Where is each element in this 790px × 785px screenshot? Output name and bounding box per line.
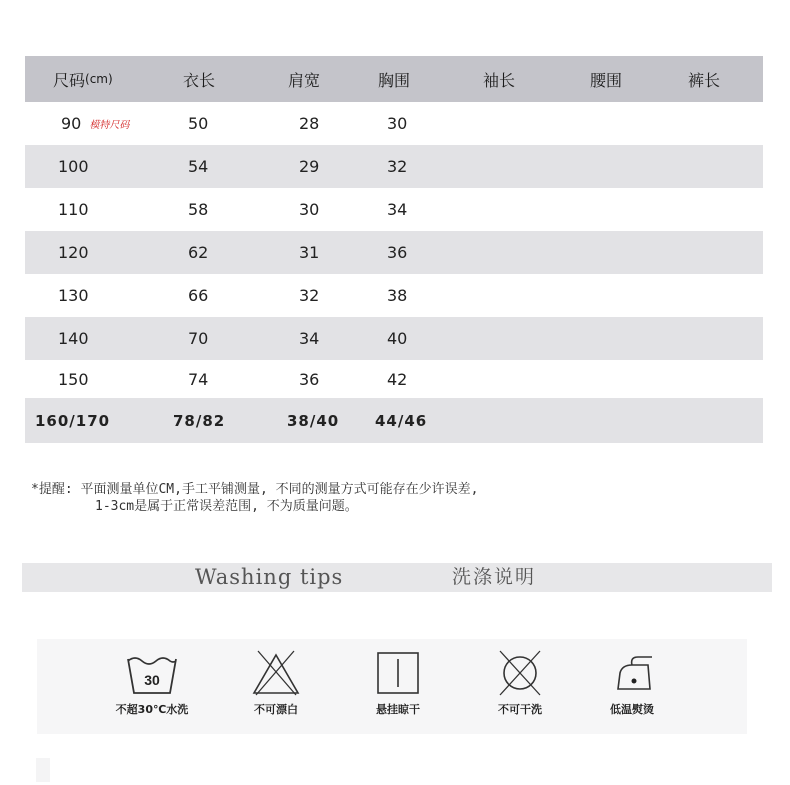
cell-size: 160/170 [35, 411, 111, 430]
table-header-row [25, 56, 763, 102]
care-instructions [37, 639, 747, 734]
cell-shoulder: 29 [299, 157, 320, 176]
table-row [25, 231, 763, 274]
wash-temp-text: 30 [144, 672, 160, 688]
cell-chest: 30 [387, 114, 408, 133]
cell-shoulder: 32 [299, 286, 320, 305]
low-iron-icon [604, 649, 660, 697]
cell-length: 54 [188, 157, 209, 176]
cell-size: 120 [58, 243, 89, 262]
table-row [25, 274, 763, 317]
reminder-line-1: *提醒: 平面测量单位CM,手工平铺测量, 不同的测量方式可能存在少许误差, [31, 482, 479, 497]
table-row [25, 317, 763, 360]
header-size: 尺码 (cm) [53, 70, 113, 90]
cell-size: 100 [58, 157, 89, 176]
cell-length: 58 [188, 200, 209, 219]
cell-chest: 38 [387, 286, 408, 305]
care-label: 不可漂白 [254, 703, 298, 716]
cell-size: 140 [58, 329, 89, 348]
hang-dry-icon [370, 649, 426, 697]
header-pants-length: 裤长 [688, 70, 721, 90]
care-label: 不可干洗 [498, 703, 542, 716]
care-item-iron [577, 649, 687, 717]
size-table [25, 56, 763, 443]
cell-size: 150 [58, 369, 89, 389]
care-label: 不超30℃水洗 [115, 703, 189, 716]
table-row [25, 398, 763, 443]
cell-shoulder: 30 [299, 200, 320, 219]
care-item-dry-clean [465, 649, 575, 717]
header-chest: 胸围 [378, 70, 411, 90]
header-shoulder: 肩宽 [288, 70, 321, 90]
reminder-line-2: 1-3cm是属于正常误差范围, 不为质量问题。 [95, 499, 358, 514]
header-sleeve: 袖长 [483, 70, 516, 90]
cell-length: 50 [188, 114, 209, 133]
cell-shoulder: 34 [299, 329, 320, 348]
cell-chest: 40 [387, 329, 408, 348]
cell-shoulder: 31 [299, 243, 320, 262]
cell-size: 130 [58, 286, 89, 305]
table-row [25, 102, 763, 145]
decorative-mark [36, 758, 50, 782]
model-size-note: 模特尺码 [89, 120, 130, 131]
cell-chest: 42 [387, 369, 408, 389]
care-item-bleach [221, 649, 331, 717]
cell-chest: 44/46 [375, 411, 428, 430]
header-length: 衣长 [183, 70, 216, 90]
care-item-wash [97, 649, 207, 717]
cell-length: 62 [188, 243, 209, 262]
header-waist: 腰围 [590, 70, 623, 90]
no-dry-clean-icon [492, 649, 548, 697]
washing-tips-banner [22, 563, 772, 592]
care-label: 低温熨烫 [610, 703, 654, 716]
table-row [25, 360, 763, 398]
washing-title-en: Washing tips [195, 565, 344, 589]
cell-shoulder: 28 [299, 114, 320, 133]
wash-30-icon [124, 649, 180, 697]
cell-size: 90 模特尺码 [61, 114, 130, 133]
care-item-hang-dry [343, 649, 453, 717]
cell-size: 110 [58, 200, 89, 219]
cell-length: 74 [188, 369, 209, 389]
cell-shoulder: 36 [299, 369, 320, 389]
measurement-reminder [31, 481, 751, 515]
care-label: 悬挂晾干 [376, 703, 420, 716]
table-row [25, 145, 763, 188]
cell-chest: 36 [387, 243, 408, 262]
cell-length: 78/82 [173, 411, 226, 430]
cell-chest: 32 [387, 157, 408, 176]
table-row [25, 188, 763, 231]
cell-length: 66 [188, 286, 209, 305]
cell-chest: 34 [387, 200, 408, 219]
cell-shoulder: 38/40 [287, 411, 340, 430]
washing-title-zh: 洗涤说明 [452, 566, 537, 588]
cell-length: 70 [188, 329, 209, 348]
no-bleach-icon [248, 649, 304, 697]
